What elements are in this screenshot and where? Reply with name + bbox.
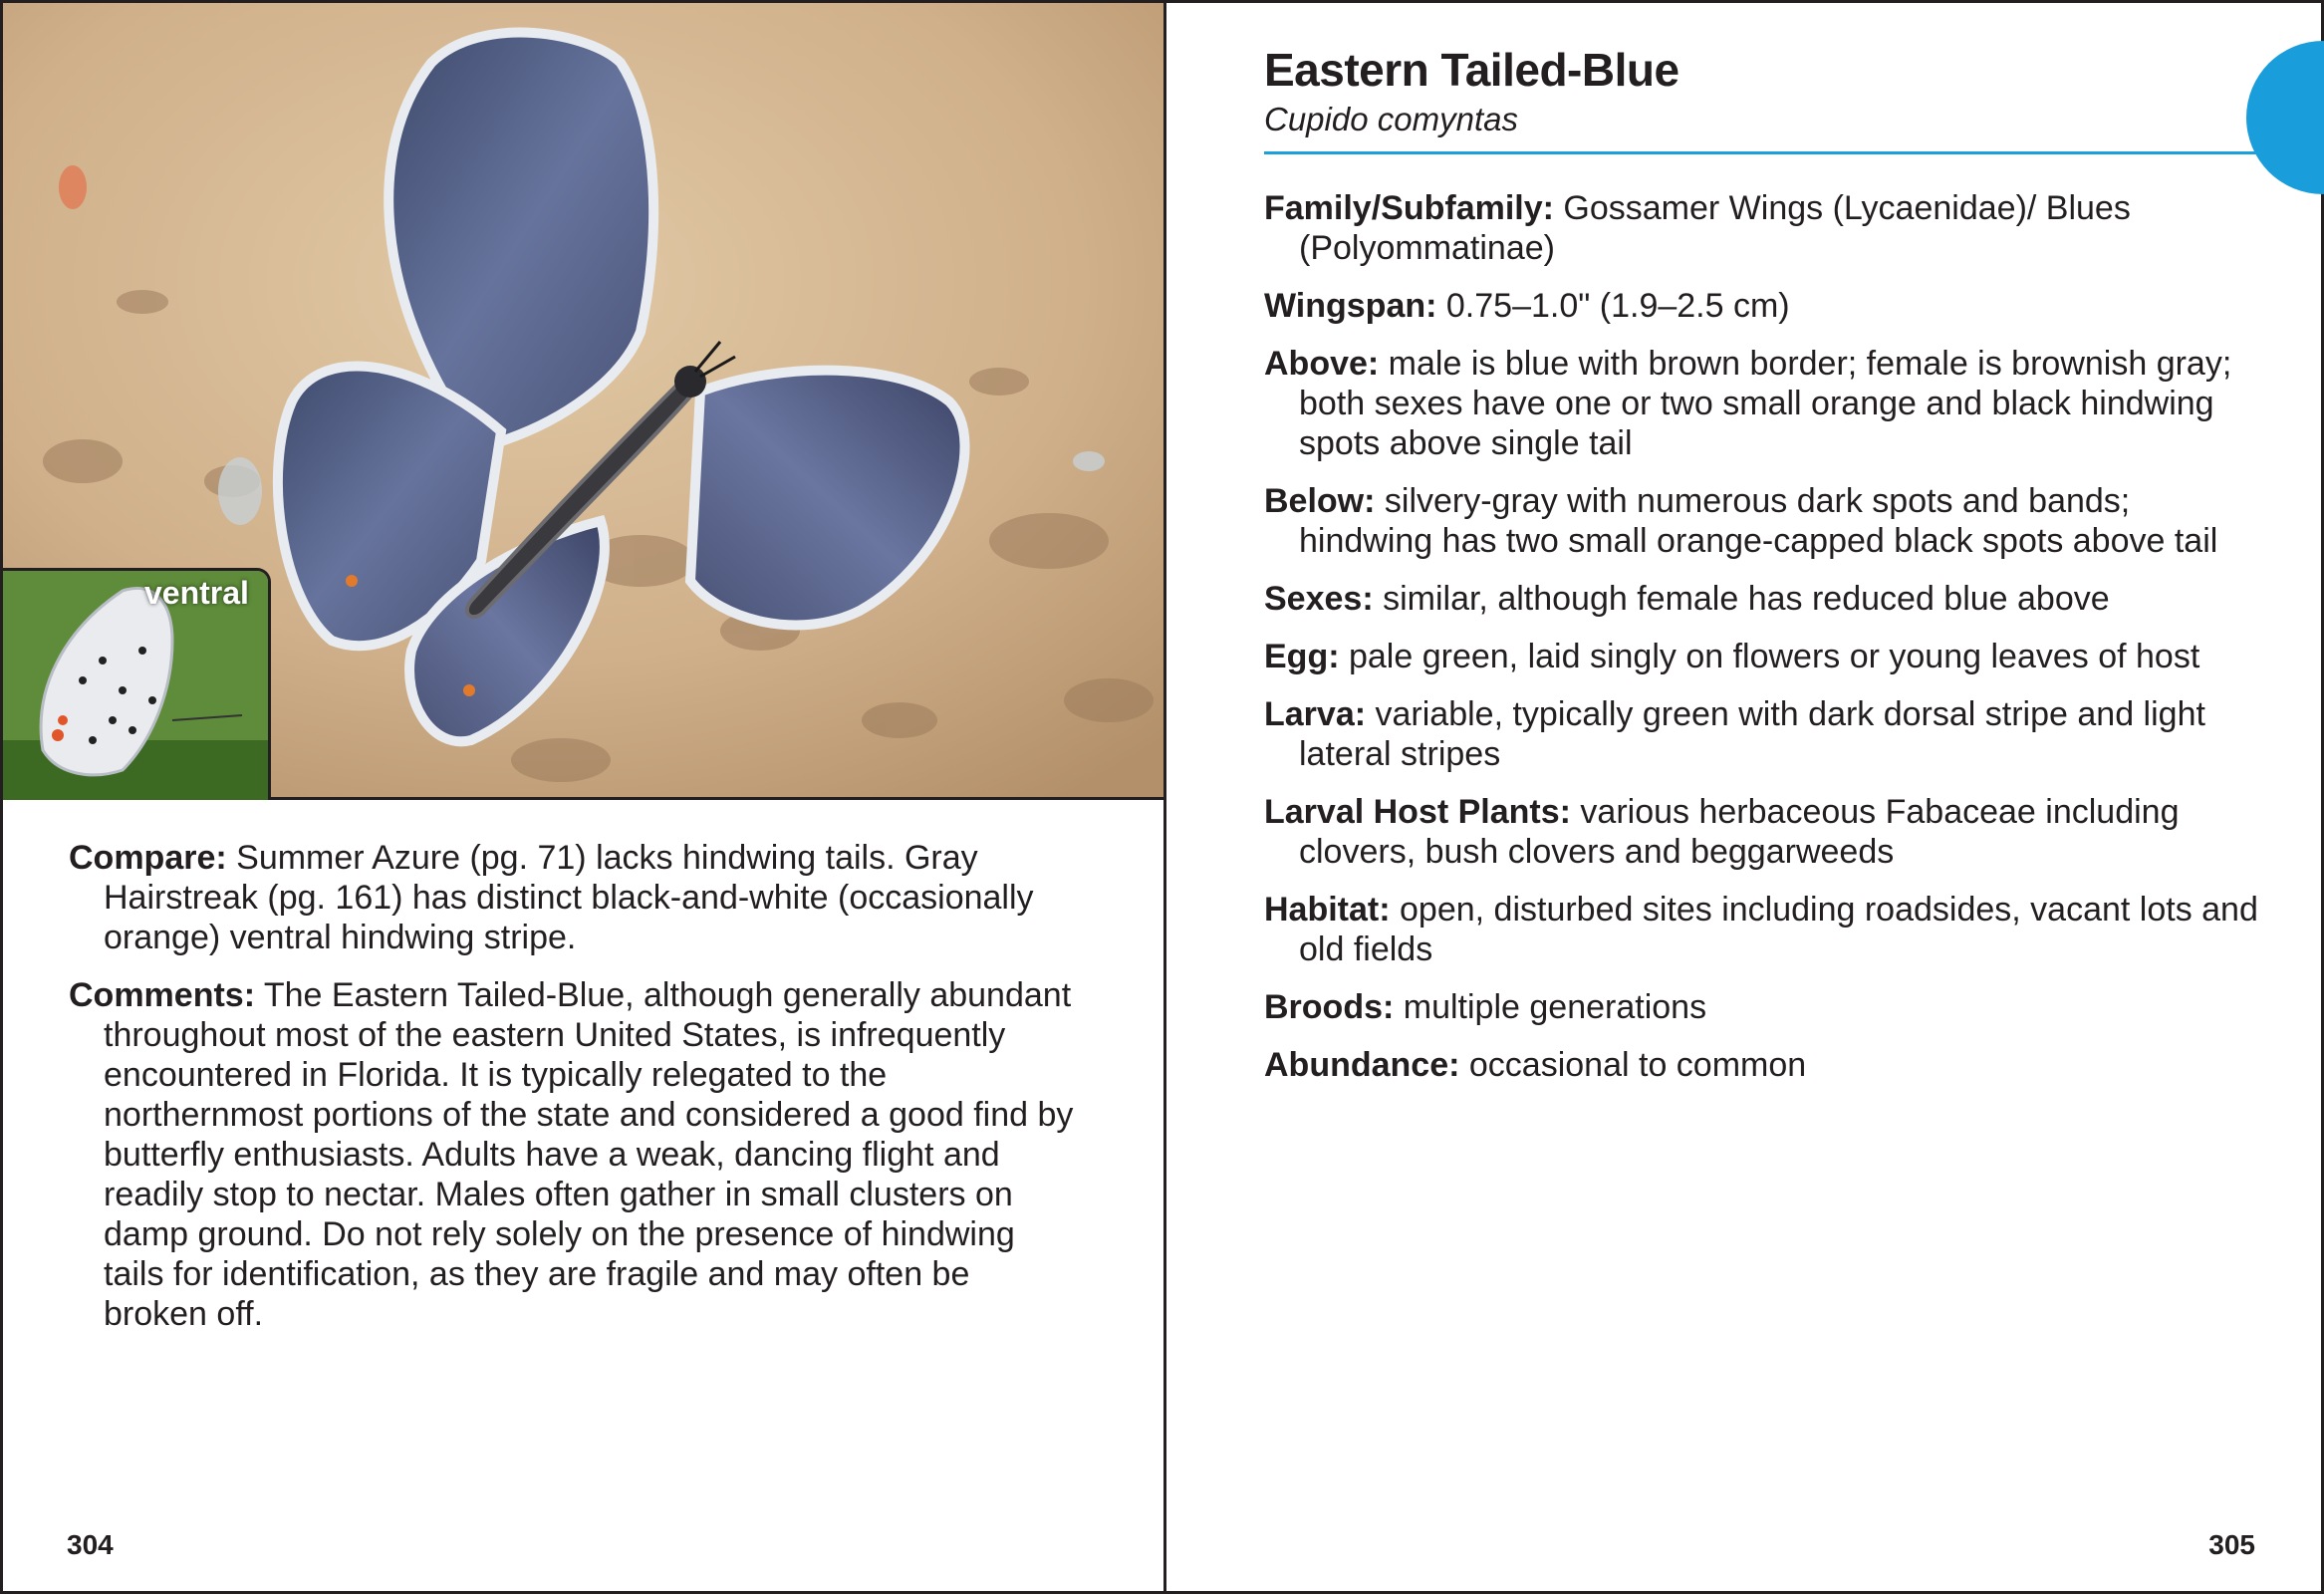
fact-habitat <box>1264 890 2272 969</box>
fact-sexes <box>1264 579 2272 619</box>
page-number-right: 305 <box>2208 1529 2255 1560</box>
page-gutter <box>1163 3 1166 1591</box>
fact-host-plants <box>1264 792 2272 872</box>
section-tab-marker <box>2246 41 2324 194</box>
compare-label: Compare: <box>69 839 227 877</box>
fact-larva <box>1264 694 2272 774</box>
comments-label: Comments: <box>69 976 256 1014</box>
comments-entry <box>69 975 1075 1334</box>
fact-label: Egg: <box>1264 638 1340 675</box>
title-rule <box>1264 151 2260 154</box>
fact-label: Broods: <box>1264 988 1395 1026</box>
fact-label: Abundance: <box>1264 1046 1460 1084</box>
fact-text: variable, typically green with dark dorsal stripe and light lateral stripes <box>1299 695 2205 773</box>
fact-label: Habitat: <box>1264 891 1391 929</box>
fact-text: Gossamer Wings (Lycaenidae)/ Blues (Polyommatinae) <box>1299 189 2131 267</box>
fact-egg <box>1264 637 2272 676</box>
fact-abundance <box>1264 1045 2272 1085</box>
comments-text: The Eastern Tailed-Blue, although generally abundant throughout most of the eastern United States, is infrequently encountered in Florida. It is typically relegated to the northernmost portions of the state and considered a good find by butterfly enthusiasts. Adults have a weak, dancing flight and readily stop to nectar. Males often gather in small clusters on damp ground. Do not rely solely on the presence of hindwing tails for identification, as they are fragile and may often be broken off. <box>104 976 1074 1333</box>
fact-below <box>1264 481 2272 561</box>
fact-text: silvery-gray with numerous dark spots and bands; hindwing has two small orange-capped black spots above tail <box>1299 482 2218 560</box>
fact-text: similar, although female has reduced blue above <box>1373 580 2110 618</box>
fact-text: various herbaceous Fabaceae including clovers, bush clovers and beggarweeds <box>1299 793 2180 871</box>
fact-label: Family/Subfamily: <box>1264 189 1554 227</box>
fact-label: Wingspan: <box>1264 287 1437 325</box>
compare-entry <box>69 838 1075 957</box>
fact-broods <box>1264 987 2272 1027</box>
fact-label: Sexes: <box>1264 580 1374 618</box>
species-facts <box>1264 188 2272 1103</box>
species-title: Eastern Tailed-Blue <box>1264 44 1679 96</box>
fact-above <box>1264 344 2272 463</box>
fact-text: multiple generations <box>1394 988 1707 1026</box>
fact-text: male is blue with brown border; female is brownish gray; both sexes have one or two small orange and black hindwing spots above single tail <box>1299 345 2232 462</box>
fact-label: Larval Host Plants: <box>1264 793 1571 831</box>
fact-label: Larva: <box>1264 695 1367 733</box>
fact-text: open, disturbed sites including roadsides, vacant lots and old fields <box>1299 891 2258 968</box>
fact-text: occasional to common <box>1459 1046 1807 1084</box>
left-body-text <box>69 838 1075 1352</box>
fact-family <box>1264 188 2272 268</box>
page-number-left: 304 <box>67 1529 114 1560</box>
fact-wingspan <box>1264 286 2272 326</box>
compare-text: Summer Azure (pg. 71) lacks hindwing tails. Gray Hairstreak (pg. 161) has distinct black-and-white (occasionally orange) ventral hindwing stripe. <box>104 839 1034 956</box>
scientific-name: Cupido comyntas <box>1264 101 1518 137</box>
fact-label: Above: <box>1264 345 1380 383</box>
fact-text: 0.75–1.0" (1.9–2.5 cm) <box>1436 287 1790 325</box>
fact-text: pale green, laid singly on flowers or young leaves of host <box>1339 638 2200 675</box>
fact-label: Below: <box>1264 482 1376 520</box>
ventral-label: ventral <box>144 575 249 611</box>
